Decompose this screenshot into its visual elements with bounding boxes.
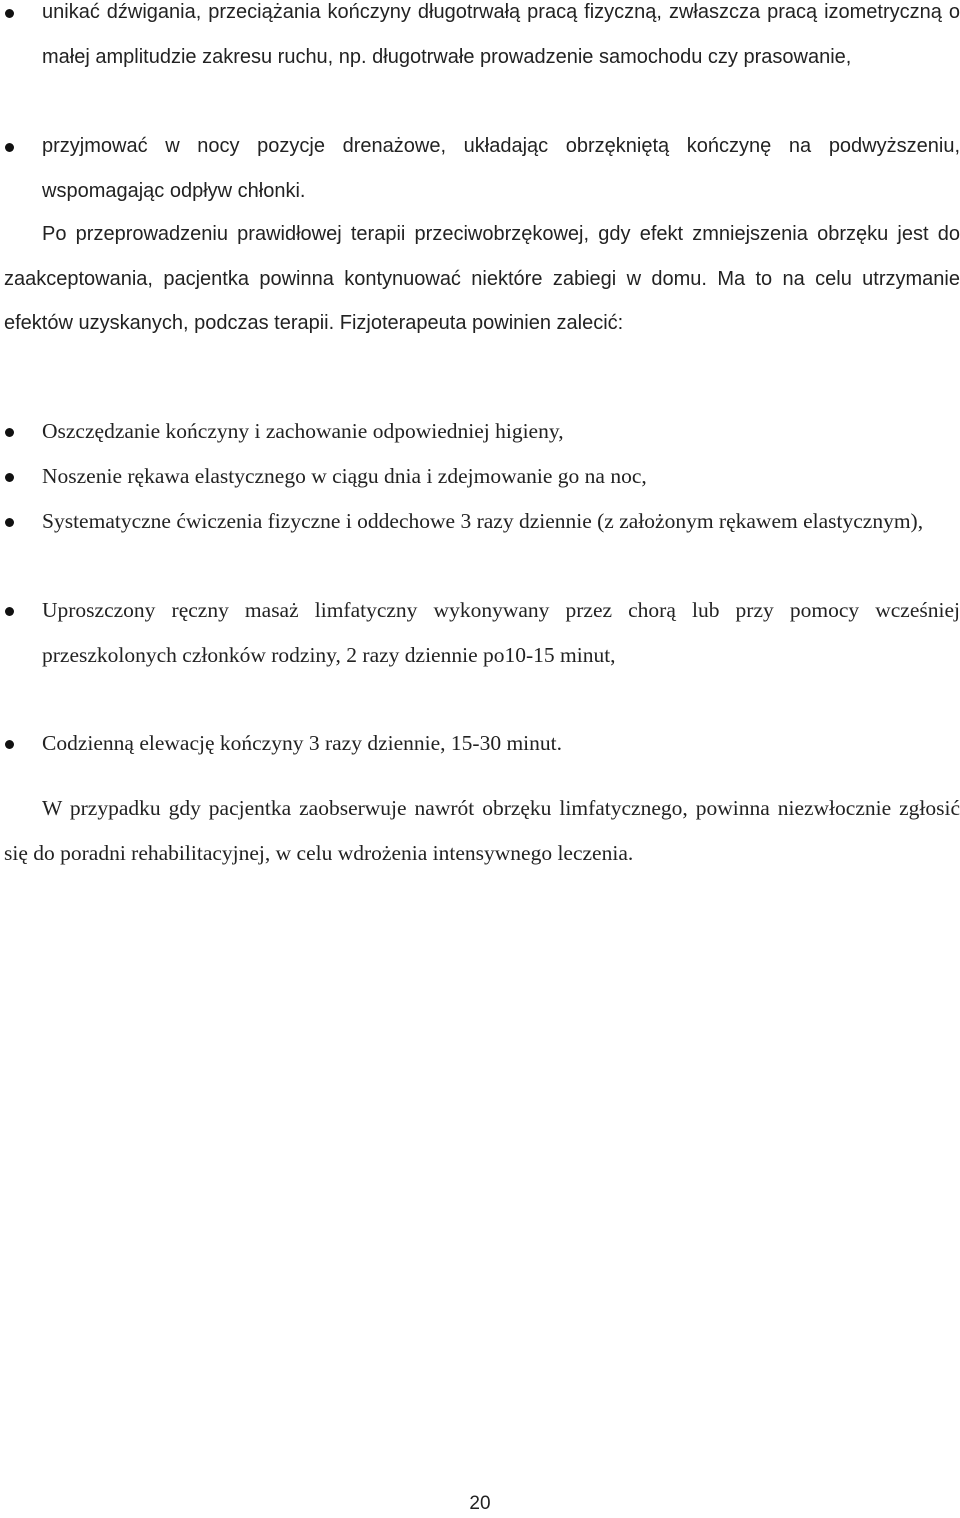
list-item: Codzienną elewację kończyny 3 razy dziennie, 15-30 minut. [42, 731, 562, 755]
bullet-dot [5, 9, 14, 18]
list-item: Oszczędzanie kończyny i zachowanie odpowiedniej higieny, [42, 419, 564, 443]
bullet-dot [5, 428, 14, 437]
page-number: 20 [469, 1493, 491, 1514]
bullet-dot [5, 607, 14, 616]
list-item: Uproszczony ręczny masaż limfatyczny wykonywany przez chorą lub przy pomocy wcześniej przeszkolonych członków rodziny, 2 razy dziennie po10-15 minut, [42, 598, 960, 667]
bullet-dot [5, 143, 14, 152]
list-item: unikać dźwigania, przeciążania kończyny długotrwałą pracą fizyczną, zwłaszcza pracą izometryczną o małej amplitudzie zakresu ruchu, np. długotrwałe prowadzenie samochodu czy prasowanie, [42, 1, 960, 68]
body-paragraph: Po przeprowadzeniu prawidłowej terapii przeciwobrzękowej, gdy efekt zmniejszenia obrzęku jest do zaakceptowania, pacjentka powinna kontynuować niektóre zabiegi w domu. Ma to na celu utrzymanie efektów uzyskanych, podczas terapii. Fizjoterapeuta powinien zalecić: [4, 223, 960, 334]
bullet-dot [5, 473, 14, 482]
bullet-dot [5, 518, 14, 527]
list-item: Noszenie rękawa elastycznego w ciągu dnia i zdejmowanie go na noc, [42, 464, 647, 488]
bullet-dot [5, 740, 14, 749]
list-item: Systematyczne ćwiczenia fizyczne i oddechowe 3 razy dziennie (z założonym rękawem elastycznym), [42, 509, 924, 533]
list-item: przyjmować w nocy pozycje drenażowe, układając obrzękniętą kończynę na podwyższeniu, wspomagając odpływ chłonki. [42, 135, 960, 202]
body-paragraph: W przypadku gdy pacjentka zaobserwuje nawrót obrzęku limfatycznego, powinna niezwłocznie zgłosić się do poradni rehabilitacyjnej, w celu wdrożenia intensywnego leczenia. [4, 796, 960, 865]
